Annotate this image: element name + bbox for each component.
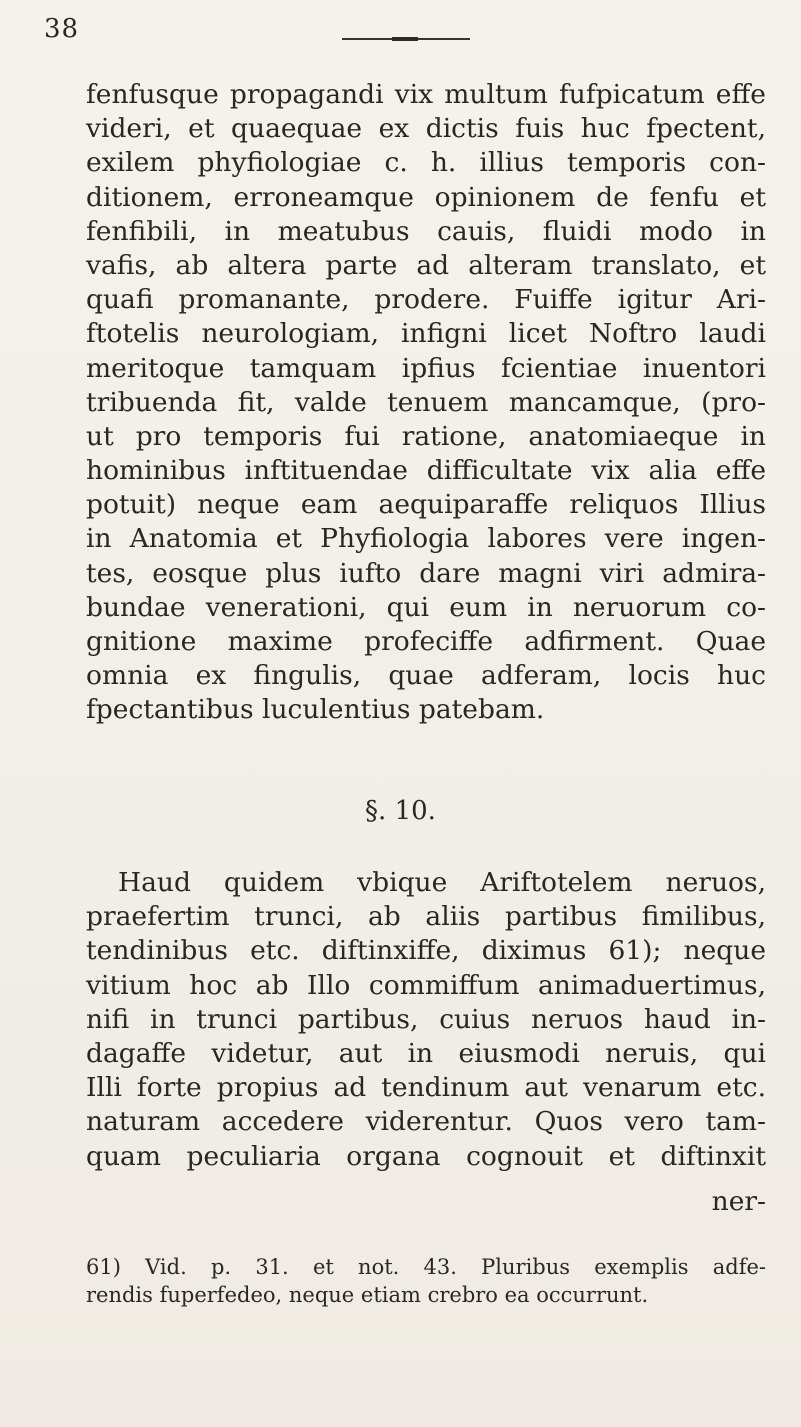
header-rule [342,38,470,40]
text-line: naturam accedere viderentur. Quos vero tam- [86,1106,766,1138]
paragraph-2 [86,866,766,1174]
text-line: hominibus inftituendae difficultate vix alia effe [86,455,766,487]
text-line: omnia ex fingulis, quae adferam, locis huc [86,660,766,692]
footnote-line: rendis fuperfedeo, neque etiam crebro ea occurrunt. [86,1283,649,1307]
text-line: praefertim trunci, ab aliis partibus fimilibus, [86,901,766,933]
text-line: quafi promanante, prodere. Fuiffe igitur Ari- [86,284,766,316]
text-line: quam peculiaria organa cognouit et diftinxit [86,1140,766,1172]
section-heading: §. 10. [365,796,436,826]
catchword: ner- [711,1186,766,1217]
text-line: fenfibili, in meatubus cauis, fluidi modo in [86,215,766,247]
page-number: 38 [44,14,80,44]
text-line: dagaffe videtur, aut in eiusmodi neruis, qui [86,1037,766,1069]
footnote-line: 61) Vid. p. 31. et not. 43. Pluribus exemplis adfe- [86,1255,766,1279]
text-line: ftotelis neurologiam, infigni licet Noftro laudi [86,318,766,350]
text-line: tribuenda fit, valde tenuem mancamque, (pro- [86,386,766,418]
text-line: meritoque tamquam ipfius fcientiae inuentori [86,352,766,384]
text-line: vitium hoc ab Illo commiffum animaduertimus, [86,969,766,1001]
text-line: Haud quidem vbique Ariftotelem neruos, [118,867,766,898]
text-line: exilem phyfiologiae c. h. illius temporis con- [86,147,766,179]
text-line: Illi forte propius ad tendinum aut venarum etc. [86,1072,766,1104]
paragraph-1 [86,78,766,728]
footnote [86,1253,766,1309]
text-line: bundae venerationi, qui eum in neruorum co- [86,591,766,623]
text-line: gnitione maxime profeciffe adfirment. Quae [86,626,766,657]
text-line: tes, eosque plus iufto dare magni viri admira- [86,557,766,589]
text-line: videri, et quaequae ex dictis fuis huc fpectent, [86,113,766,145]
text-line: ditionem, erroneamque opinionem de fenfu et [86,181,766,213]
text-line: vafis, ab altera parte ad alteram translato, et [86,249,766,281]
text-line: fpectantibus luculentius patebam. [86,694,545,726]
text-line: fenfusque propagandi vix multum fufpicatum effe [86,79,766,110]
text-line: in Anatomia et Phyfiologia labores vere ingen- [86,523,766,555]
text-line: ut pro temporis fui ratione, anatomiaeque in [86,420,766,452]
text-line: nifi in trunci partibus, cuius neruos haud in- [86,1003,766,1035]
text-line: potuit) neque eam aequiparaffe reliquos Illius [86,489,766,521]
text-line: tendinibus etc. diftinxiffe, diximus 61); neque [86,935,766,967]
